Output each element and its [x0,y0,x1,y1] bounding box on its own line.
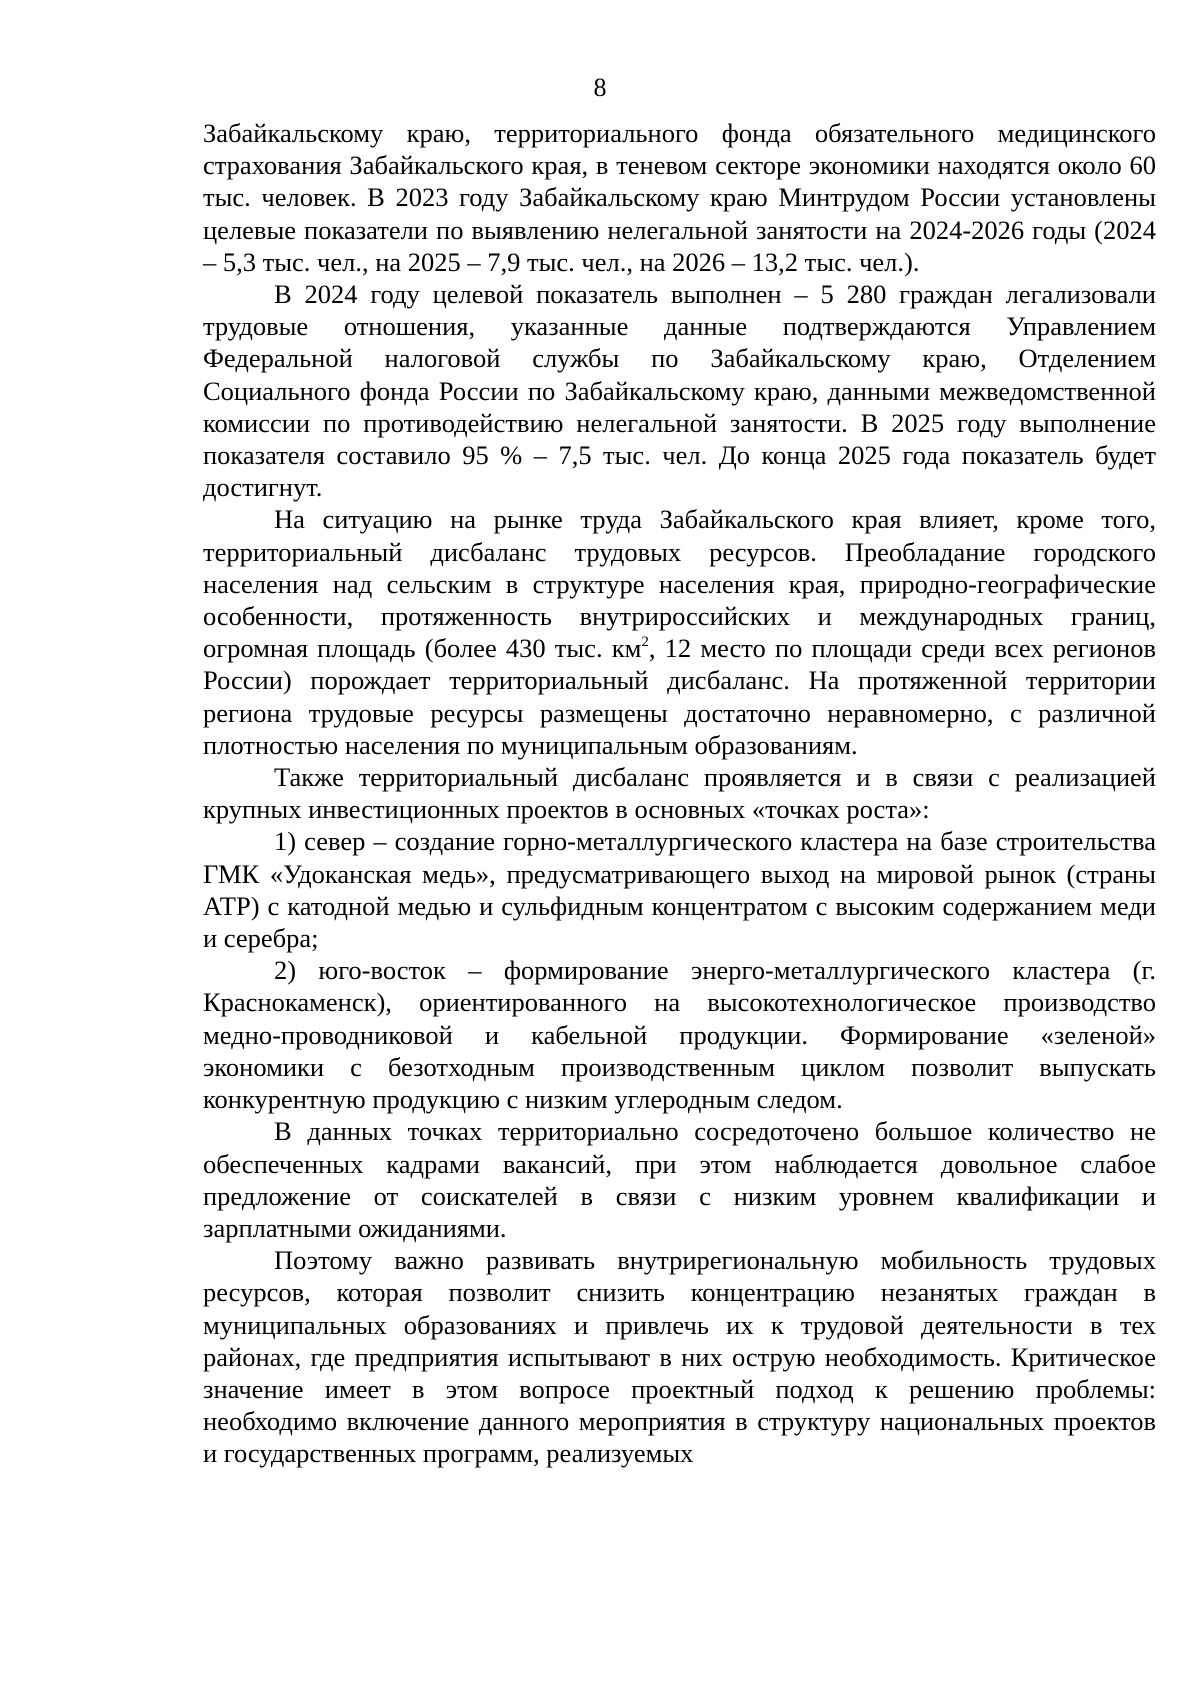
paragraph-text-part: На ситуацию на рынке труда Забайкальского края влияет, кроме того, территориальный дисбаланс трудовых ресурсов. Преобладание городского населения над сельским в структуре населения края, природно-географические особенности, протяженность внутрироссийских и международных границ, огромная площадь (более 430 тыс. км [203,504,1156,664]
paragraph-territorial-imbalance [203,503,1156,761]
paragraph-growth-points: Также территориальный дисбаланс проявляется и в связи с реализацией крупных инвестиционных проектов в основных «точках роста»: [203,762,1156,825]
superscript-square: 2 [641,634,649,651]
list-item-north: 1) север – создание горно-металлургического кластера на базе строительства ГМК «Удоканская медь», предусматривающего выход на мировой рынок (страны АТР) с катодной медью и сульфидным концентратом с высоким содержанием меди и серебра; [203,826,1156,954]
page-number: 8 [593,73,607,102]
paragraph-vacancies: В данных точках территориально сосредоточено большое количество не обеспеченных кадрами вакансий, при этом наблюдается довольное слабое предложение от соискателей в связи с низким уровнем квалификации и зарплатными ожиданиями. [203,1116,1156,1243]
paragraph-mobility: Поэтому важно развивать внутрирегиональную мобильность трудовых ресурсов, которая позволит снизить концентрацию незанятых граждан в муниципальных образованиях и привлечь их к трудовой деятельности в тех районах, где предприятия испытывают в них острую необходимость. Критическое значение имеет в этом вопросе проектный подход к решению проблемы: необходимо включение данного мероприятия в структуру национальных проектов и государственных программ, реализуемых [203,1245,1156,1469]
paragraph-continuation: Забайкальскому краю, территориального фонда обязательного медицинского страхования Забайкальского края, в теневом секторе экономики находятся около 60 тыс. человек. В 2023 году Забайкальскому краю Минтрудом России установлены целевые показатели по выявлению нелегальной занятости на 2024-2026 годы (2024 – 5,3 тыс. чел., на 2025 – 7,9 тыс. чел., на 2026 – 13,2 тыс. чел.). [203,118,1156,277]
paragraph-target-indicator: В 2024 году целевой показатель выполнен – 5 280 граждан легализовали трудовые отношения, указанные данные подтверждаются Управлением Федеральной налоговой службы по Забайкальскому краю, Отделением Социального фонда России по Забайкальскому краю, данными межведомственной комиссии по противодействию нелегальной занятости. В 2025 году выполнение показателя составило 95 % – 7,5 тыс. чел. До конца 2025 года показатель будет достигнут. [203,279,1156,503]
list-item-southeast: 2) юго-восток – формирование энерго-металлургического кластера (г. Краснокаменск), ориентированного на высокотехнологическое производство медно-проводниковой и кабельной продукции. Формирование «зеленой» экономики с безотходным производственным циклом позволит выпускать конкурентную продукцию с низким углеродным следом. [203,955,1156,1115]
paragraph-text-part: , 12 место по площади среди всех регионов России) порождает территориальный дисбаланс. На протяженной территории региона трудовые ресурсы размещены достаточно неравномерно, с различной плотностью населения по муниципальным образованиям. [203,633,1157,760]
document-body [203,117,1156,1470]
